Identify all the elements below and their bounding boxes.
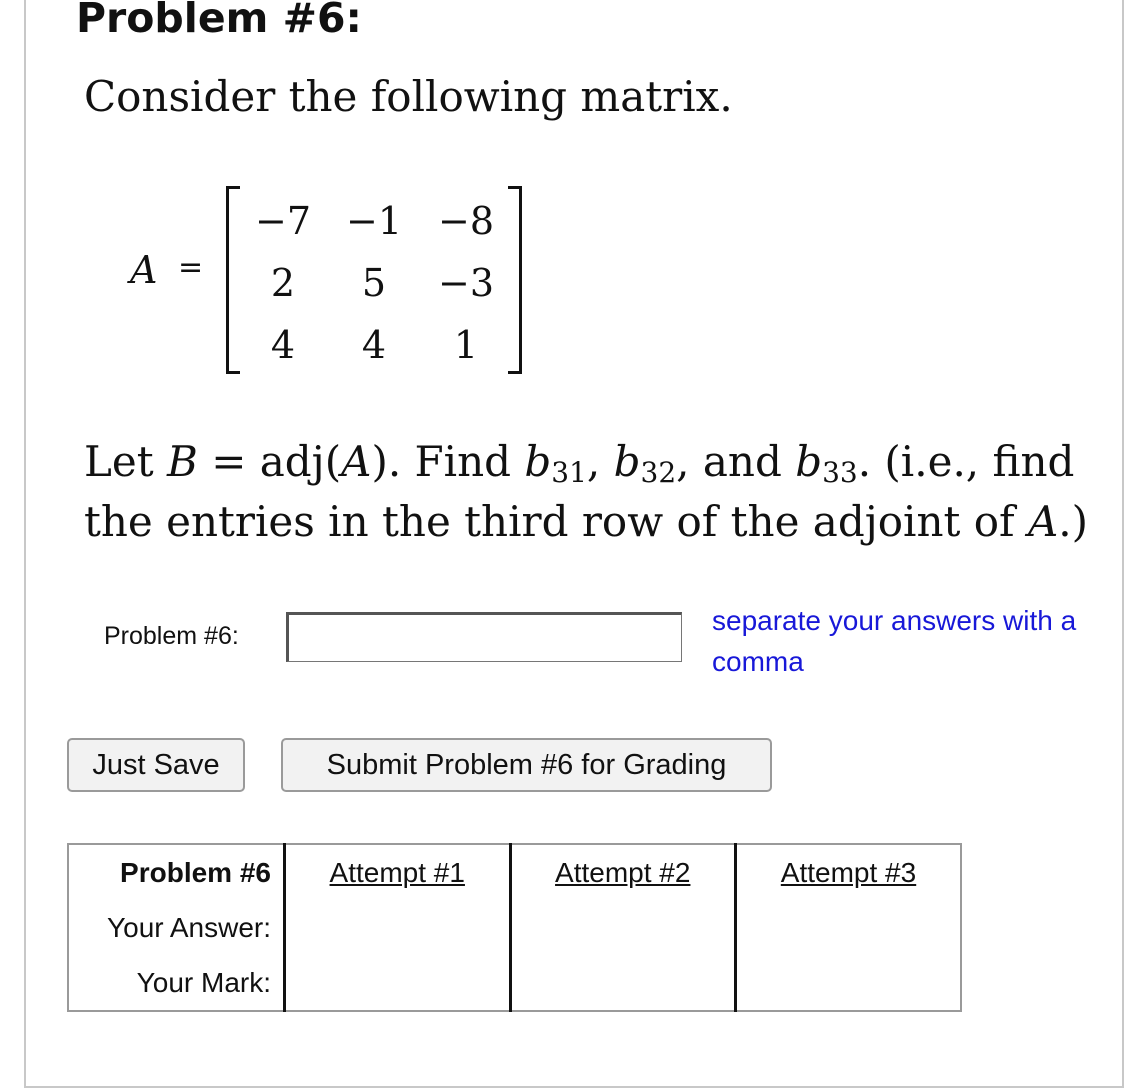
table-row	[68, 844, 961, 900]
matrix-cell: 1	[453, 323, 479, 367]
matrix-label: A	[130, 248, 158, 292]
question-text: , and	[676, 437, 796, 486]
matrix-equals: =	[178, 250, 204, 285]
attempts-header: Problem #6	[68, 844, 285, 900]
attempt-1-link[interactable]: Attempt #1	[329, 856, 465, 888]
question-subscript: 32	[640, 456, 677, 489]
question-var: A	[341, 437, 372, 486]
attempt-2-link[interactable]: Attempt #2	[555, 856, 691, 888]
just-save-button[interactable]: Just Save	[67, 738, 245, 792]
matrix-grid	[244, 190, 506, 376]
question-text: ). Find	[371, 437, 525, 486]
table-row	[68, 900, 961, 955]
attempt-cell	[285, 955, 511, 1011]
matrix-cell: 4	[361, 323, 387, 367]
attempts-table	[67, 843, 962, 1012]
question-text: = adj(	[197, 437, 342, 486]
attempt-cell	[285, 900, 511, 955]
answer-label: Problem #6:	[104, 622, 239, 650]
attempt-cell	[736, 955, 962, 1011]
answer-hint: separate your answers with a comma	[712, 605, 1077, 677]
question-var: B	[166, 437, 198, 486]
question-subscript: 31	[551, 456, 587, 489]
question-var: b	[795, 437, 823, 486]
submit-button[interactable]: Submit Problem #6 for Grading	[281, 738, 772, 792]
matrix-cell: −7	[254, 199, 312, 243]
attempt-cell	[510, 955, 736, 1011]
matrix-cell: 5	[361, 261, 387, 305]
attempt-cell	[510, 900, 736, 955]
your-mark-label: Your Mark:	[68, 955, 285, 1011]
matrix-cell: −8	[437, 199, 495, 243]
question-var: A	[1027, 497, 1059, 546]
attempt-cell	[736, 900, 962, 955]
question-var: b	[613, 437, 641, 486]
problem-intro: Consider the following matrix.	[84, 72, 733, 121]
matrix-cell: 4	[270, 323, 296, 367]
problem-question	[84, 432, 1124, 552]
matrix-left-bracket	[226, 186, 240, 374]
question-text: .)	[1058, 497, 1089, 546]
your-answer-label: Your Answer:	[68, 900, 285, 955]
question-text: . (i.e., find the entries in the third row of the adjoint of	[84, 437, 1075, 546]
matrix-cell: −1	[345, 199, 403, 243]
problem-heading: Problem #6:	[76, 0, 362, 42]
answer-input[interactable]	[286, 612, 682, 662]
matrix-cell: −3	[437, 261, 495, 305]
question-subscript: 33	[822, 456, 858, 489]
attempt-3-link[interactable]: Attempt #3	[780, 856, 917, 888]
table-row	[68, 955, 961, 1011]
matrix-cell: 2	[270, 261, 296, 305]
matrix-right-bracket	[508, 186, 522, 374]
question-var: b	[524, 437, 552, 486]
question-text: ,	[586, 437, 614, 486]
question-text: Let	[84, 437, 167, 486]
